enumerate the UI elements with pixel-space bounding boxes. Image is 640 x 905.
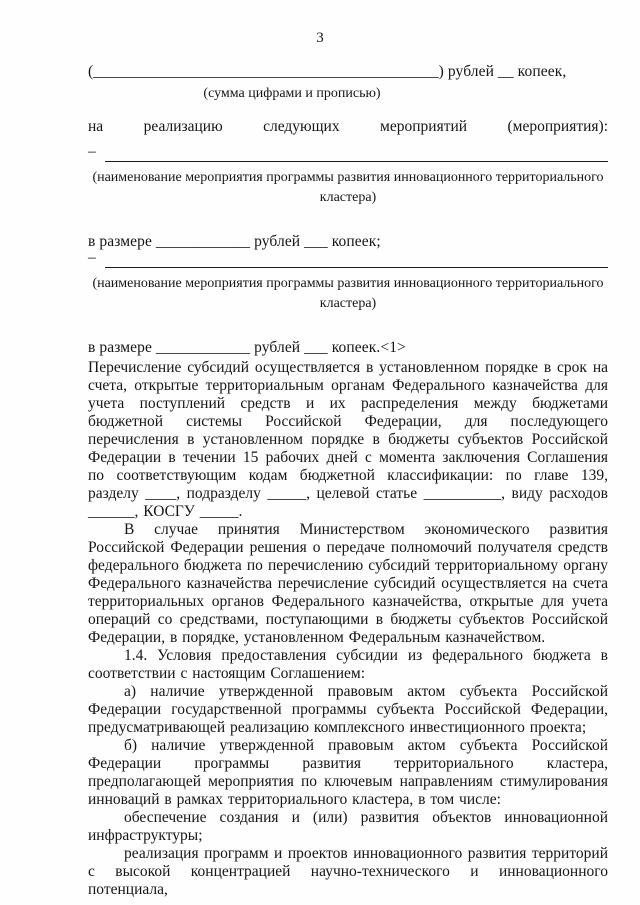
paragraph-ministry-decision: В случае принятия Министерством экономического развития Российской Федерации решения о передаче полномочий получателя средств федерального бюджета по перечислению субсидий территориальному органу Федерального казначейства перечисление субсидий осуществляется на счета территориальных органов Федерального казначейства, открытые для учета операций со средствами, поступающими в бюджеты субъектов Российской Федерации, в порядке, установленном Федеральным казначейством. [88,521,608,646]
event-2-amount-line: в размере ____________ рублей ___ копеек.<1> [88,339,406,356]
event-1-blank-rule [88,143,608,164]
sum-caption: (сумма цифрами и прописью) [203,86,381,101]
paragraph-clause-1-4: 1.4. Условия предоставления субсидии из федерального бюджета в соответствии с настоящим Соглашением: [88,647,608,682]
paragraph-condition-b: б) наличие утвержденной правовым актом субъекта Российской Федерации программы развития территориального кластера, предполагающей мероприятия по ключевым направлениям стимулирования инноваций в рамках территориального кластера, в том числе: [88,737,608,808]
event-2-blank-rule [88,249,608,270]
dash-marker: – [88,143,96,160]
event-2-caption: (наименование мероприятия программы развития инновационного территориального кластера) [92,276,604,311]
paragraph-programs-item: реализация программ и проектов инновационного развития территорий с высокой концентрацией научно-технического и инновационного потенциала, [88,845,608,898]
paragraph-infrastructure-item: обеспечение создания и (или) развития объектов инновационной инфраструктуры; [88,809,608,844]
event-1-amount-line: в размере ____________ рублей ___ копеек; [88,233,381,250]
fill-in-rule [105,161,608,162]
event-1-caption: (наименование мероприятия программы развития инновационного территориального кластера) [92,170,604,205]
page-content [88,62,608,899]
purpose-line: на реализацию следующих мероприятий (мероприятия): [88,118,608,135]
dash-marker: – [88,249,96,266]
page-number: 3 [316,30,324,46]
sum-blank-line: (____________________________________________) рублей __ копеек, [88,63,567,80]
fill-in-rule [105,267,608,268]
paragraph-transfer-procedure: Перечисление субсидий осуществляется в установленном порядке в срок на счета, открытые территориальным органам Федерального казначейства для учета поступлений средств и их распределения между бюджетами бюджетной системы Российской Федерации, для последующего перечисления в установленном порядке в бюджеты субъектов Российской Федерации в течении 15 рабочих дней с момента заключения Соглашения по соответствующим кодам бюджетной классификации: по главе 139, разделу ____, подразделу _____, целевой статье __________, виду расходов ______, КОСГУ _____. [88,359,608,520]
paragraph-condition-a: а) наличие утвержденной правовым актом субъекта Российской Федерации государственной программы субъекта Российской Федерации, предусматривающей реализацию комплексного инвестиционного проекта; [88,683,608,736]
